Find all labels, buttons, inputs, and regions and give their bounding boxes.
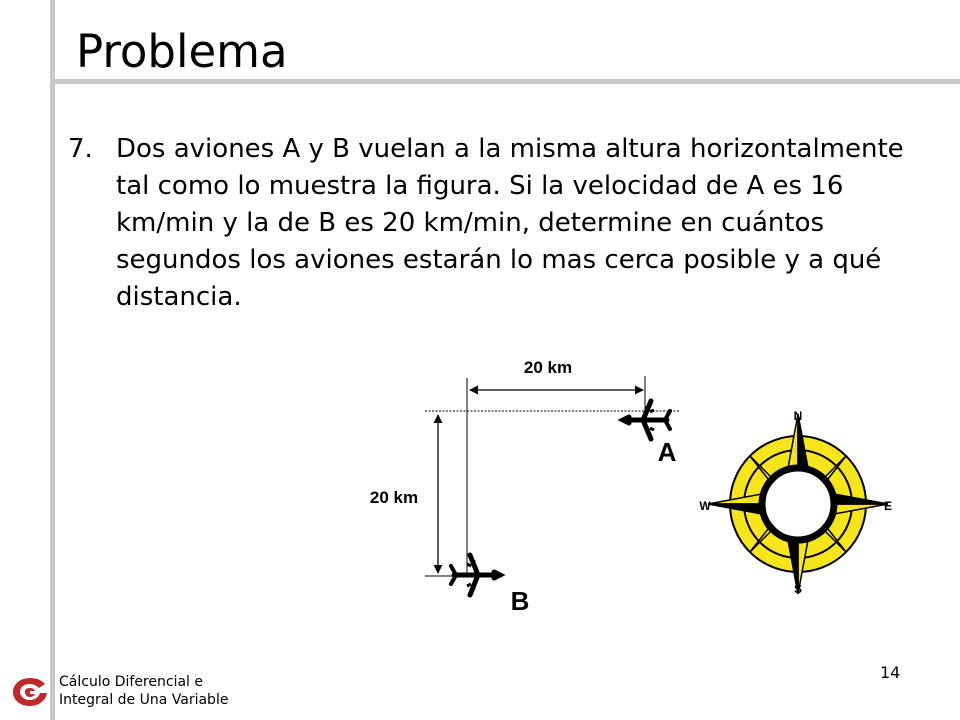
plane-a-label: A xyxy=(657,437,677,467)
airplane-b-icon xyxy=(451,555,500,595)
course-name-line1: Cálculo Diferencial e xyxy=(59,674,203,690)
compass-west-label: W xyxy=(699,499,711,513)
compass-south-label: S xyxy=(793,582,803,596)
horizontal-distance-label: 20 km xyxy=(523,358,573,377)
compass-east-label: E xyxy=(883,499,893,513)
university-logo-icon xyxy=(10,674,50,710)
compass-rose-icon xyxy=(708,414,888,594)
vertical-distance-label: 20 km xyxy=(369,488,419,507)
problem-text: Dos aviones A y B vuelan a la misma altura horizontalmente tal como lo muestra la figura. Si la velocidad de A es 16 km/min y la de B es 20 km/min, determine en cuántos segundos los aviones estarán lo mas cerca posible y a qué distancia. xyxy=(116,134,904,312)
compass-north-label: N xyxy=(793,409,803,423)
page-title: Problema xyxy=(76,25,288,78)
airplane-a-icon xyxy=(623,401,670,439)
page-number: 14 xyxy=(880,663,901,682)
course-name-line2: Integral de Una Variable xyxy=(59,692,229,708)
problem-number: 7. xyxy=(68,134,93,164)
plane-b-label: B xyxy=(510,586,530,616)
course-name xyxy=(59,673,279,709)
